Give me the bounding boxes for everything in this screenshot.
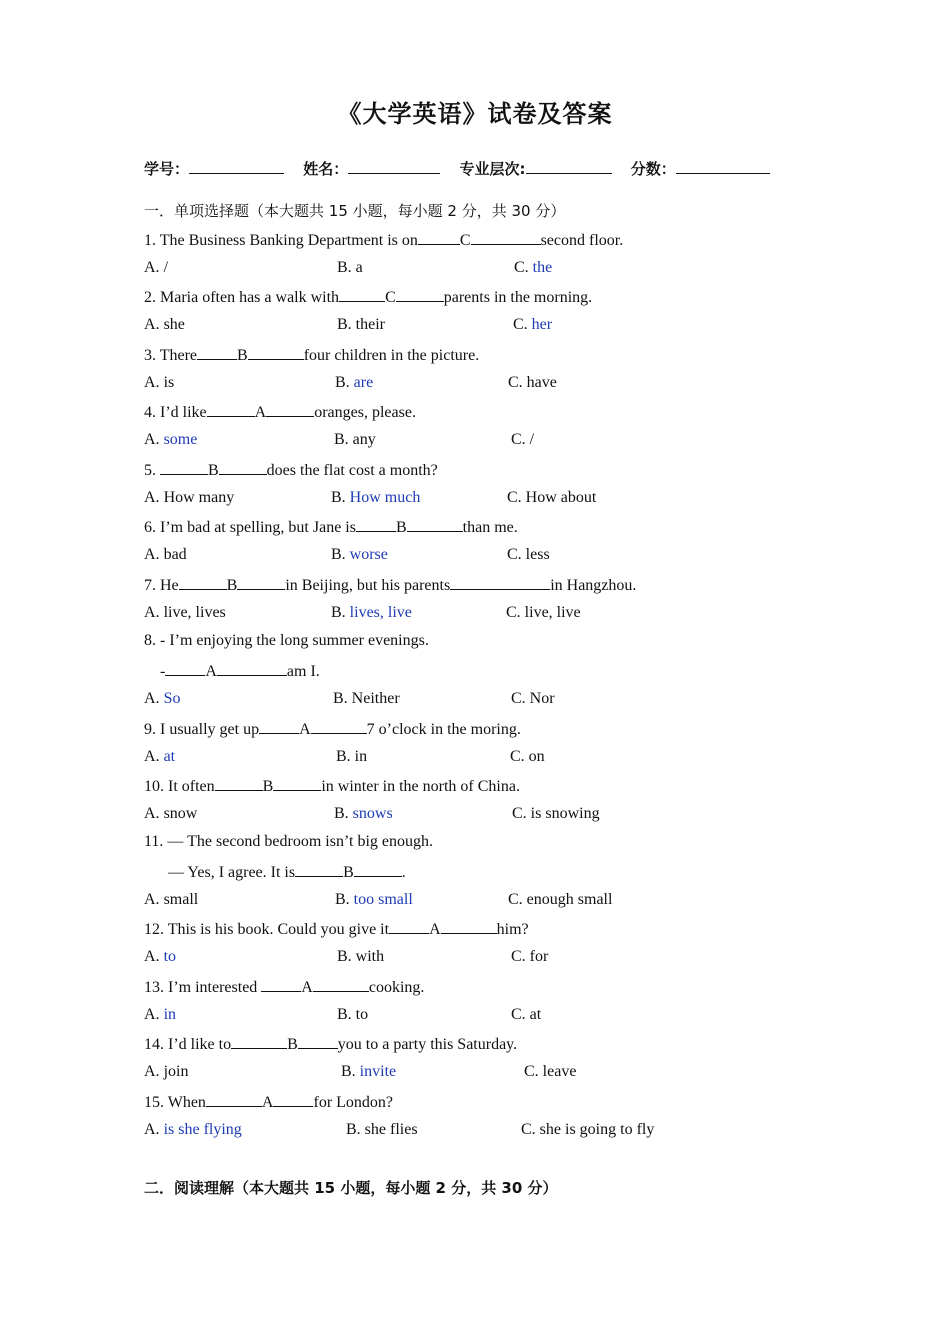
option-1-c[interactable] — [514, 259, 552, 277]
option-6-b[interactable] — [331, 546, 388, 564]
option-letter: B. — [337, 1006, 356, 1023]
answer-key: A — [261, 1094, 274, 1111]
question-text: I usually get up — [160, 721, 260, 738]
blank-line — [389, 919, 429, 934]
option-10-b[interactable] — [334, 805, 393, 823]
question-number: 8. — [144, 632, 160, 649]
question-text: He — [160, 577, 179, 594]
answer-blank — [389, 921, 497, 938]
answer-blank — [339, 289, 444, 306]
option-text: are — [353, 374, 374, 391]
blank-line — [273, 776, 321, 791]
question-text: This is his book. Could you give it — [167, 921, 390, 938]
question-text: I’m bad at spelling, but Jane is — [160, 519, 356, 536]
question-15 — [144, 1092, 393, 1112]
answer-blank — [215, 778, 322, 795]
option-2-b[interactable] — [337, 316, 385, 334]
blank-line — [418, 230, 460, 245]
answer-key: A — [254, 404, 267, 421]
question-12 — [144, 919, 529, 939]
option-5-a[interactable] — [144, 489, 234, 507]
option-14-a[interactable] — [144, 1063, 188, 1081]
option-3-b[interactable] — [335, 374, 373, 392]
question-number: 2. — [144, 289, 160, 306]
option-text: to — [163, 948, 177, 965]
question-6 — [144, 517, 518, 537]
answer-blank — [197, 347, 304, 364]
blank-line — [450, 575, 550, 590]
option-text: have — [526, 374, 557, 391]
question-13 — [144, 977, 424, 997]
option-text: live, lives — [163, 604, 226, 621]
question-number: 4. — [144, 404, 160, 421]
option-11-a[interactable] — [144, 891, 198, 909]
question-10 — [144, 776, 520, 796]
question-text: in Beijing, but his parents — [285, 577, 451, 594]
blank-line — [160, 460, 208, 475]
option-text: with — [355, 948, 385, 965]
answer-key: B — [262, 778, 274, 795]
option-letter: A. — [144, 748, 164, 765]
blank-line — [295, 862, 343, 877]
option-letter: B. — [341, 1063, 360, 1080]
question-8-response — [160, 661, 320, 681]
answer-blank — [261, 979, 369, 996]
option-letter: C. — [511, 1006, 530, 1023]
answer-blank — [295, 864, 402, 881]
option-text: How about — [525, 489, 597, 506]
option-15-a[interactable] — [144, 1121, 242, 1139]
page-title: 《大学英语》试卷及答案 — [337, 100, 613, 128]
answer-key: B — [226, 577, 238, 594]
blank-line — [261, 977, 301, 992]
question-2 — [144, 287, 592, 307]
option-text: a — [355, 259, 363, 276]
option-text: some — [163, 431, 198, 448]
question-text: oranges, please. — [314, 404, 416, 421]
option-15-b[interactable] — [346, 1121, 418, 1139]
option-letter: A. — [144, 489, 164, 506]
option-letter: C. — [514, 259, 533, 276]
student-info-row — [144, 158, 784, 179]
option-letter: A. — [144, 805, 164, 822]
question-3 — [144, 345, 479, 365]
option-7-c[interactable] — [506, 604, 581, 622]
section-2-heading: 二．阅读理解（本大题共 15 小题，每小题 2 分，共 30 分） — [144, 1179, 558, 1197]
option-6-a[interactable] — [144, 546, 187, 564]
option-text: she flies — [364, 1121, 418, 1138]
option-text: enough small — [526, 891, 613, 908]
option-letter: B. — [337, 948, 356, 965]
option-text: her — [531, 316, 553, 333]
option-14-c[interactable] — [524, 1063, 576, 1081]
option-text: on — [528, 748, 545, 765]
blank-line — [356, 517, 396, 532]
option-text: snows — [352, 805, 393, 822]
option-5-b[interactable] — [331, 489, 420, 507]
answer-key: B — [287, 1036, 298, 1053]
question-text: him? — [496, 921, 529, 938]
answer-blank — [206, 1094, 314, 1111]
option-11-b[interactable] — [335, 891, 413, 909]
option-text: Nor — [529, 690, 555, 707]
option-8-c[interactable] — [511, 690, 555, 708]
option-letter: C. — [507, 489, 526, 506]
option-letter: B. — [335, 891, 354, 908]
question-5 — [144, 460, 438, 480]
question-text: I’m interested — [168, 979, 262, 996]
answer-key: A — [205, 663, 217, 680]
option-letter: C. — [506, 604, 525, 621]
option-letter: C. — [508, 891, 527, 908]
blank-line — [237, 575, 285, 590]
option-4-b[interactable] — [334, 431, 376, 449]
question-number: 9. — [144, 721, 160, 738]
option-letter: C. — [511, 948, 530, 965]
question-number: 5. — [144, 462, 160, 479]
option-text: at — [163, 748, 176, 765]
option-text: at — [529, 1006, 542, 1023]
question-7 — [144, 575, 636, 595]
blank-line — [354, 862, 402, 877]
question-number: 12. — [144, 921, 168, 938]
option-text: is — [163, 374, 175, 391]
name-blank[interactable] — [348, 159, 440, 174]
blank-line — [248, 345, 304, 360]
question-9 — [144, 719, 521, 739]
option-letter: B. — [346, 1121, 365, 1138]
question-number: 15. — [144, 1094, 168, 1111]
option-text: So — [163, 690, 181, 707]
blank-line — [206, 1092, 262, 1107]
answer-key: B — [208, 462, 219, 479]
option-letter: C. — [511, 431, 530, 448]
option-7-b[interactable] — [331, 604, 412, 622]
question-text: - I’m enjoying the long summer evenings. — [160, 632, 429, 649]
option-text: the — [532, 259, 553, 276]
blank-line — [339, 287, 385, 302]
answer-blank — [179, 577, 286, 594]
option-text: How much — [349, 489, 421, 506]
question-text: does the flat cost a month? — [266, 462, 438, 479]
option-13-a[interactable] — [144, 1006, 176, 1024]
answer-key: C — [385, 289, 396, 306]
option-letter: A. — [144, 1063, 164, 1080]
name-label: 姓名： — [303, 160, 349, 178]
question-14 — [144, 1034, 517, 1054]
question-number: 6. — [144, 519, 160, 536]
question-text: am I. — [286, 663, 320, 680]
option-letter: B. — [331, 489, 350, 506]
option-6-c[interactable] — [507, 546, 550, 564]
question-text: - — [160, 663, 166, 680]
option-text: is snowing — [530, 805, 600, 822]
option-letter: C. — [508, 374, 527, 391]
question-4 — [144, 402, 416, 422]
question-text: cooking. — [368, 979, 425, 996]
blank-line — [259, 719, 299, 734]
question-text: I’d like — [160, 404, 207, 421]
option-text: is she flying — [163, 1121, 242, 1138]
option-text: in — [163, 1006, 177, 1023]
answer-key: B — [343, 864, 354, 881]
blank-line — [311, 719, 367, 734]
option-13-c[interactable] — [511, 1006, 541, 1024]
option-2-a[interactable] — [144, 316, 185, 334]
section-1-heading: 一．单项选择题（本大题共 15 小题，每小题 2 分，共 30 分） — [144, 202, 566, 220]
option-letter: C. — [510, 748, 529, 765]
option-text: small — [163, 891, 199, 908]
answer-key: B — [237, 347, 248, 364]
option-12-c[interactable] — [511, 948, 548, 966]
option-text: their — [355, 316, 385, 333]
option-letter: C. — [511, 690, 530, 707]
option-3-a[interactable] — [144, 374, 174, 392]
question-text: for London? — [313, 1094, 394, 1111]
question-number: 1. — [144, 232, 160, 249]
option-1-a[interactable] — [144, 259, 168, 277]
answer-blank — [165, 663, 287, 680]
option-letter: B. — [334, 431, 353, 448]
question-text: 7 o’clock in the moring. — [366, 721, 521, 738]
question-text: you to a party this Saturday. — [337, 1036, 518, 1053]
option-letter: B. — [331, 546, 350, 563]
option-10-a[interactable] — [144, 805, 197, 823]
student-id-label: 学号： — [144, 160, 190, 178]
level-blank[interactable] — [526, 159, 612, 174]
option-letter: A. — [144, 546, 164, 563]
option-9-b[interactable] — [336, 748, 367, 766]
option-letter: A. — [144, 259, 164, 276]
question-text: When — [167, 1094, 206, 1111]
question-text: parents in the morning. — [443, 289, 593, 306]
option-text: Neither — [351, 690, 400, 707]
option-letter: B. — [335, 374, 354, 391]
option-letter: A. — [144, 1121, 164, 1138]
option-text: lives, live — [349, 604, 412, 621]
blank-line — [313, 977, 369, 992]
blank-line — [165, 661, 205, 676]
option-letter: C. — [507, 546, 526, 563]
option-text: she is going to fly — [539, 1121, 655, 1138]
answer-blank — [231, 1036, 338, 1053]
option-7-a[interactable] — [144, 604, 226, 622]
option-4-c[interactable] — [511, 431, 534, 449]
level-label: 专业层次: — [459, 160, 526, 178]
option-text: bad — [163, 546, 187, 563]
option-5-c[interactable] — [507, 489, 596, 507]
option-text: / — [163, 259, 169, 276]
question-text: second floor. — [540, 232, 624, 249]
option-text: in — [354, 748, 368, 765]
option-text: she — [163, 316, 185, 333]
option-9-a[interactable] — [144, 748, 175, 766]
option-1-b[interactable] — [337, 259, 363, 277]
answer-blank — [356, 519, 463, 536]
question-text: — The second bedroom isn’t big enough. — [167, 833, 433, 850]
question-text: I’d like to — [168, 1036, 232, 1053]
option-letter: A. — [144, 891, 164, 908]
blank-line — [441, 919, 497, 934]
blank-line — [407, 517, 463, 532]
option-text: too small — [353, 891, 413, 908]
blank-line — [266, 402, 314, 417]
answer-blank — [259, 721, 367, 738]
option-10-c[interactable] — [512, 805, 600, 823]
option-text: worse — [349, 546, 388, 563]
option-letter: A. — [144, 604, 164, 621]
option-text: any — [352, 431, 376, 448]
option-letter: A. — [144, 374, 164, 391]
question-text: than me. — [462, 519, 518, 536]
blank-line — [219, 460, 267, 475]
score-label: 分数： — [630, 160, 676, 178]
answer-key: A — [429, 921, 441, 938]
question-text: four children in the picture. — [303, 347, 480, 364]
question-1 — [144, 230, 623, 250]
question-text: in Hangzhou. — [550, 577, 637, 594]
blank-line — [207, 402, 255, 417]
option-text: / — [529, 431, 535, 448]
student-id-blank[interactable] — [189, 159, 284, 174]
blank-line — [197, 345, 237, 360]
question-number: 7. — [144, 577, 160, 594]
option-text: live, live — [524, 604, 581, 621]
option-13-b[interactable] — [337, 1006, 368, 1024]
answer-key: A — [299, 721, 311, 738]
question-text: . — [401, 864, 406, 881]
option-15-c[interactable] — [521, 1121, 654, 1139]
answer-blank — [160, 462, 267, 479]
option-4-a[interactable] — [144, 431, 197, 449]
score-blank[interactable] — [676, 159, 770, 174]
option-text: less — [525, 546, 550, 563]
option-letter: A. — [144, 431, 164, 448]
question-text: in winter in the north of China. — [321, 778, 520, 795]
blank-line — [215, 776, 263, 791]
question-number: 3. — [144, 347, 160, 364]
option-8-b[interactable] — [333, 690, 400, 708]
question-11-response — [168, 862, 406, 882]
option-letter: B. — [336, 748, 355, 765]
blank-line — [298, 1034, 338, 1049]
option-letter: B. — [334, 805, 353, 822]
question-11 — [144, 833, 433, 851]
blank-line — [273, 1092, 313, 1107]
question-number: 13. — [144, 979, 168, 996]
option-letter: B. — [331, 604, 350, 621]
option-letter: C. — [512, 805, 531, 822]
option-letter: C. — [521, 1121, 540, 1138]
option-letter: C. — [513, 316, 532, 333]
answer-key: B — [395, 519, 407, 536]
option-text: for — [529, 948, 549, 965]
option-12-a[interactable] — [144, 948, 176, 966]
answer-key: A — [301, 979, 313, 996]
option-8-a[interactable] — [144, 690, 180, 708]
question-text: There — [159, 347, 198, 364]
option-letter: A. — [144, 690, 164, 707]
blank-line — [471, 230, 541, 245]
option-letter: A. — [144, 316, 164, 333]
option-letter: A. — [144, 1006, 164, 1023]
option-text: invite — [359, 1063, 397, 1080]
option-text: How many — [163, 489, 235, 506]
question-text: — Yes, I agree. It is — [168, 864, 296, 881]
option-11-c[interactable] — [508, 891, 612, 909]
option-3-c[interactable] — [508, 374, 557, 392]
option-text: snow — [163, 805, 198, 822]
question-text: Maria often has a walk with — [160, 289, 340, 306]
option-text: leave — [542, 1063, 577, 1080]
option-text: join — [163, 1063, 189, 1080]
answer-blank — [207, 404, 315, 421]
answer-blank — [418, 232, 541, 249]
question-number: 10. — [144, 778, 168, 795]
option-letter: C. — [524, 1063, 543, 1080]
option-text: to — [355, 1006, 369, 1023]
option-14-b[interactable] — [341, 1063, 396, 1081]
question-number: 11. — [144, 833, 168, 850]
option-letter: B. — [337, 316, 356, 333]
blank-line — [217, 661, 287, 676]
option-letter: A. — [144, 948, 164, 965]
blank-line — [179, 575, 227, 590]
option-letter: B. — [333, 690, 352, 707]
question-text: It often — [168, 778, 215, 795]
option-2-c[interactable] — [513, 316, 552, 334]
option-9-c[interactable] — [510, 748, 545, 766]
blank-line — [396, 287, 444, 302]
blank-line — [231, 1034, 287, 1049]
option-12-b[interactable] — [337, 948, 384, 966]
question-8 — [144, 632, 429, 650]
question-text: The Business Banking Department is on — [159, 232, 418, 249]
option-letter: B. — [337, 259, 356, 276]
question-number: 14. — [144, 1036, 168, 1053]
answer-key: C — [459, 232, 471, 249]
